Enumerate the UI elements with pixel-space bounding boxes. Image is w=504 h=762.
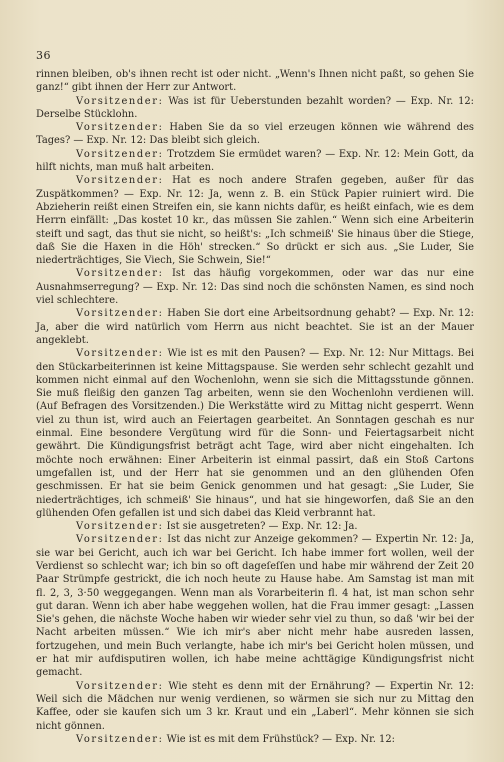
paragraph-text: Hat es noch andere Strafen gegeben, außer für das Zuspätkommen? — Exp. Nr. 12: Ja, wenn z. B. ein Stück Papier ruiniert wird. Die Abzieherin reißt einen Streifen ein, sie kann nichts dafür, es heißt einfach, wie es dem Herrn einfällt: „Das kostet 10 kr., das müssen Sie zahlen.“ Wenn sich eine Arbeiterin steift und sagt, das thut sie nicht, so heißt's: „Ich schmeiß' Sie hinaus über die Stiege, daß Sie die Haxen in die Höh' strecken.“ So drückt er sich aus. „Sie Luder, Sie niederträchtiges, Sie Viech, Sie Schwein, Sie!“: [36, 175, 474, 267]
speaker-label: Vorsitzender:: [76, 308, 164, 320]
speaker-label: Vorsitzender:: [76, 122, 164, 134]
speaker-label: Vorsitzender:: [76, 534, 164, 546]
paragraph-text: rinnen bleiben, ob's ihnen recht ist oder nicht. „Wenn's Ihnen nicht paßt, so gehen Sie ganz!“ gibt ihnen der Herr zur Antwort.: [36, 69, 474, 94]
speaker-label: Vorsitzender:: [76, 521, 164, 533]
paragraph: [36, 347, 474, 520]
speaker-label: Vorsitzender:: [76, 95, 164, 107]
paragraph-text: Was ist für Ueberstunden bezahlt worden? — Exp. Nr. 12: Derselbe Stücklohn.: [36, 95, 474, 120]
paragraph: [36, 148, 474, 175]
paragraph-text: Wie steht es denn mit der Ernährung? — Expertin Nr. 12: Weil sich die Mädchen nur wenig verdienen, so wärmen sie sich nur zu Mittag den Kaffee, oder sie kaufen sich um 3 kr. Kraut und ein „Laberl“. Mehr können sie sich nicht gönnen.: [36, 680, 474, 732]
speaker-label: Vorsitzender:: [76, 680, 164, 692]
paragraph-text: Wie ist es mit dem Frühstück? — Exp. Nr. 12:: [163, 733, 395, 745]
paragraph: [36, 68, 474, 95]
speaker-label: Vorsitzender:: [76, 148, 164, 160]
paragraph-text: Wie ist es mit den Pausen? — Exp. Nr. 12: Nur Mittags. Bei den Stückarbeiterinnen ist keine Mittagspause. Sie werden sehr schlecht gezahlt und kommen nicht einmal auf den Wochenlohn, wenn sie sich die Mittagsstunde gönnen. Sie muß fleißig den ganzen Tag arbeiten, wenn sie den Wochenlohn verdienen will. (Auf Befragen des Vorsitzenden.) Die Werkstätte wird zu Mittag nicht gesperrt. Wenn viel zu thun ist, wird auch an Feiertagen gearbeitet. An Sonntagen geschah es nur einmal. Eine besondere Vergütung wird für die Sonn- und Feiertagsarbeit nicht gewährt. Die Kündigungsfrist beträgt acht Tage, wird aber nicht eingehalten. Ich möchte noch erwähnen: Einer Arbeiterin ist einmal passirt, daß ein Stoß Cartons umgefallen ist, und der Herr hat sie genommen und an den glühenden Ofen geschmissen. Er hat sie beim Genick genommen und hat gesagt: „Sie Luder, Sie niederträchtiges, ich schmeiß' Sie hinaus“, und hat sie hingeworfen, daß Sie an den glühenden Ofen gefallen ist und sich dabei das Kleid verbrannt hat.: [36, 348, 474, 519]
paragraph-text: Trotzdem Sie ermüdet waren? — Exp. Nr. 12: Mein Gott, da hilft nichts, man muß halt arbeiten.: [36, 148, 474, 174]
paragraph: [36, 520, 474, 533]
paragraph: [36, 121, 474, 148]
paragraph-text: Ist das häufig vorgekommen, oder war das nur eine Ausnahmserregung? — Exp. Nr. 12: Das sind noch die schönsten Namen, es sind noch viel schlechtere.: [36, 268, 474, 307]
page-number: 36: [36, 49, 51, 62]
paragraph-text: Haben Sie da so viel erzeugen können wie während des Tages? — Exp. Nr. 12: Das bleibt sich gleich.: [36, 122, 474, 147]
paragraph: [36, 307, 474, 347]
body-text: [36, 68, 474, 746]
paragraph: [36, 267, 474, 307]
paragraph: [36, 95, 474, 122]
paragraph-text: Haben Sie dort eine Arbeitsordnung gehabt? — Exp. Nr. 12: Ja, aber die wird natürlich vom Herrn aus nicht beachtet. Sie ist an der Mauer angeklebt.: [36, 308, 474, 346]
paragraph-text: Ist sie ausgetreten? — Exp. Nr. 12: Ja.: [163, 521, 358, 533]
paragraph: [36, 680, 474, 733]
paragraph: [36, 733, 474, 746]
paragraph-text: Ist das nicht zur Anzeige gekommen? — Expertin Nr. 12: Ja, sie war bei Gericht, auch ich war bei Gericht. Ich habe immer fort wollen, weil der Verdienst so schlecht war; ich bin so oft dageſeſſen und habe mir während der Zeit 20 Paar Strümpfe gestrickt, die ich noch heute zu Hause habe. Am Samstag ist man mit fl. 2, 3, 3·50 weggegangen. Wenn man als Vorarbeiterin fl. 4 hat, ist man schon sehr gut daran. Wenn ich aber habe weggehen wollen, hat die Frau immer gesagt: „Lassen Sie's gehen, die nächste Woche haben wir wieder sehr viel zu thun, so daß 'wir bei der Nacht arbeiten müssen.“ Wie ich mir's aber nicht mehr habe ausreden lassen, fortzugehen, und mein Buch verlangte, habe ich mir's bei Gericht holen müssen, und er hat mir aufdisputiren wollen, ich habe meine achttägige Kündigungsfrist nicht gemacht.: [36, 534, 474, 679]
speaker-label: Vorsitzender:: [76, 175, 164, 187]
speaker-label: Vorsitzender:: [76, 733, 164, 745]
paragraph: [36, 533, 474, 679]
speaker-label: Vorsitzender:: [76, 348, 164, 360]
paragraph: [36, 174, 474, 267]
speaker-label: Vorsitzender:: [76, 268, 164, 280]
